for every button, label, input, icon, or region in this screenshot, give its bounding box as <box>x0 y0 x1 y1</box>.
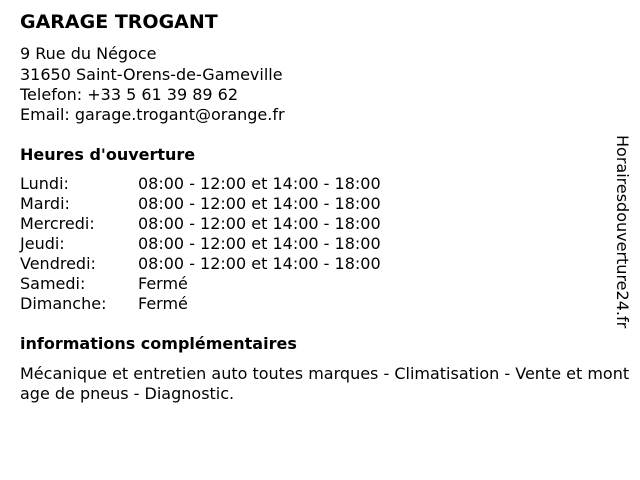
hours-row-saturday <box>20 274 440 294</box>
hours-row-friday <box>20 254 440 274</box>
hours-day: Mercredi: <box>20 214 95 233</box>
watermark-text: Horairesdouverture24.fr <box>613 135 632 329</box>
info-heading: informations complémentaires <box>20 334 297 353</box>
hours-heading: Heures d'ouverture <box>20 145 196 164</box>
info-text: Mécanique et entretien auto toutes marques - Climatisation - Vente et montage de pneus - Diagnostic. <box>20 364 630 403</box>
hours-day: Samedi: <box>20 274 86 293</box>
hours-day: Mardi: <box>20 194 70 213</box>
hours-day: Vendredi: <box>20 254 96 273</box>
hours-time: Fermé <box>138 294 188 313</box>
hours-time: 08:00 - 12:00 et 14:00 - 18:00 <box>138 254 381 273</box>
hours-row-wednesday <box>20 214 440 234</box>
hours-row-thursday <box>20 234 440 254</box>
hours-time: 08:00 - 12:00 et 14:00 - 18:00 <box>138 194 381 213</box>
phone-line: Telefon: +33 5 61 39 89 62 <box>20 85 239 104</box>
address-line-1: 9 Rue du Négoce <box>20 44 157 63</box>
hours-row-tuesday <box>20 194 440 214</box>
hours-row-monday <box>20 174 440 194</box>
hours-time: 08:00 - 12:00 et 14:00 - 18:00 <box>138 174 381 193</box>
hours-day: Dimanche: <box>20 294 107 313</box>
hours-time: Fermé <box>138 274 188 293</box>
hours-day: Lundi: <box>20 174 69 193</box>
hours-time: 08:00 - 12:00 et 14:00 - 18:00 <box>138 234 381 253</box>
hours-day: Jeudi: <box>20 234 65 253</box>
business-name: GARAGE TROGANT <box>20 11 218 33</box>
hours-time: 08:00 - 12:00 et 14:00 - 18:00 <box>138 214 381 233</box>
email-line: Email: garage.trogant@orange.fr <box>20 105 285 124</box>
address-line-2: 31650 Saint-Orens-de-Gameville <box>20 65 283 84</box>
hours-row-sunday <box>20 294 440 314</box>
